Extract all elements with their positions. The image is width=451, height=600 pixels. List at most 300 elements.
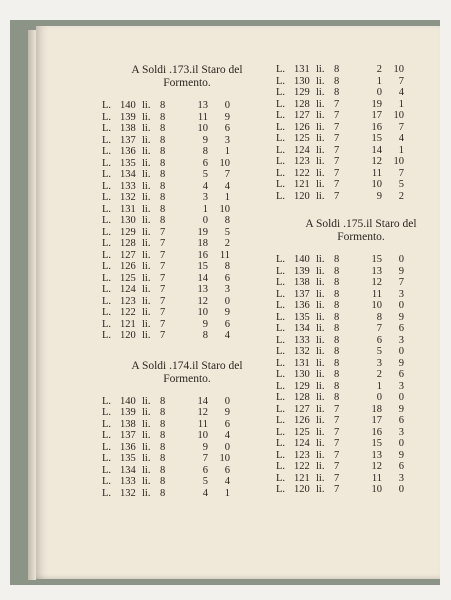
- lire-abbrev: li.: [142, 157, 151, 169]
- soldi-value: 8: [160, 134, 166, 146]
- lire-abbrev: li.: [316, 334, 325, 346]
- amount-number: 123: [294, 449, 310, 461]
- soldi-value: 7: [160, 318, 166, 330]
- table-row: [102, 146, 272, 158]
- table-row: [276, 277, 446, 289]
- table-row: [276, 99, 446, 111]
- table-row: [276, 179, 446, 191]
- lire-abbrev: li.: [316, 403, 325, 415]
- lire-abbrev: li.: [316, 144, 325, 156]
- lire-abbrev: li.: [316, 110, 325, 121]
- currency-prefix: L.: [276, 87, 286, 98]
- currency-prefix: L.: [102, 134, 112, 146]
- sub-value: 14: [197, 395, 208, 407]
- sub-value: 16: [197, 249, 208, 261]
- denari-value: 0: [398, 392, 404, 403]
- denari-value: 7: [398, 167, 404, 179]
- denari-value: 0: [224, 295, 230, 307]
- heading-line: Formento.: [337, 231, 385, 243]
- currency-prefix: L.: [276, 75, 286, 87]
- sub-value: 15: [371, 133, 382, 144]
- soldi-value: 7: [160, 261, 166, 272]
- soldi-value: 8: [334, 75, 340, 87]
- amount-number: 124: [294, 144, 310, 156]
- lire-abbrev: li.: [316, 265, 325, 277]
- soldi-value: 8: [334, 392, 340, 403]
- denari-value: 9: [398, 403, 404, 415]
- soldi-value: 7: [334, 438, 340, 449]
- sub-value: 0: [202, 215, 208, 226]
- soldi-value: 7: [334, 426, 340, 438]
- table-row: [102, 296, 272, 308]
- sub-value: 9: [202, 134, 208, 146]
- table-heading-173: [102, 64, 272, 90]
- denari-value: 0: [398, 438, 404, 449]
- currency-prefix: L.: [102, 318, 112, 330]
- amount-number: 140: [294, 254, 310, 265]
- soldi-value: 8: [160, 157, 166, 169]
- sub-value: 13: [371, 449, 382, 461]
- sub-value: 10: [371, 300, 382, 311]
- table-row: [276, 438, 446, 450]
- denari-value: 6: [224, 272, 230, 284]
- soldi-value: 7: [334, 461, 340, 472]
- amount-number: 120: [294, 190, 310, 202]
- currency-prefix: L.: [102, 226, 112, 238]
- sub-value: 9: [202, 318, 208, 330]
- denari-value: 9: [224, 111, 230, 123]
- table-row: [102, 261, 272, 273]
- soldi-value: 8: [160, 418, 166, 430]
- lire-abbrev: li.: [316, 254, 325, 265]
- sub-value: 14: [197, 272, 208, 284]
- denari-value: 10: [219, 203, 230, 215]
- amount-number: 126: [294, 415, 310, 426]
- soldi-value: 8: [160, 203, 166, 215]
- soldi-value: 7: [160, 272, 166, 284]
- sub-value: 2: [376, 64, 382, 75]
- soldi-value: 8: [334, 300, 340, 311]
- table-row: [276, 191, 446, 203]
- currency-prefix: L.: [102, 407, 112, 418]
- amount-number: 129: [294, 87, 310, 98]
- table-row: [102, 158, 272, 170]
- lire-abbrev: li.: [142, 203, 151, 215]
- currency-prefix: L.: [102, 215, 112, 226]
- amount-number: 138: [120, 418, 136, 430]
- soldi-value: 8: [334, 311, 340, 323]
- soldi-value: 8: [160, 100, 166, 111]
- lire-abbrev: li.: [316, 288, 325, 300]
- sub-value: 12: [197, 295, 208, 307]
- table-row: [276, 145, 446, 157]
- soldi-value: 8: [334, 265, 340, 277]
- denari-value: 6: [398, 323, 404, 334]
- soldi-value: 7: [160, 307, 166, 318]
- soldi-value: 8: [160, 123, 166, 134]
- soldi-value: 8: [334, 87, 340, 98]
- denari-value: 10: [219, 157, 230, 169]
- sub-value: 5: [202, 476, 208, 487]
- soldi-value: 8: [160, 180, 166, 192]
- lire-abbrev: li.: [142, 330, 151, 341]
- amount-number: 138: [294, 277, 310, 288]
- amount-number: 133: [294, 334, 310, 346]
- sub-value: 17: [371, 415, 382, 426]
- table-row: [102, 319, 272, 331]
- amount-number: 131: [120, 203, 136, 215]
- table-row: [102, 192, 272, 204]
- lire-abbrev: li.: [316, 461, 325, 472]
- lire-abbrev: li.: [142, 464, 151, 476]
- amount-number: 136: [120, 146, 136, 157]
- currency-prefix: L.: [276, 144, 286, 156]
- sub-value: 6: [202, 157, 208, 169]
- currency-prefix: L.: [102, 157, 112, 169]
- sub-value: 12: [371, 461, 382, 472]
- denari-value: 0: [398, 300, 404, 311]
- soldi-value: 8: [160, 487, 166, 499]
- sub-value: 14: [371, 144, 382, 156]
- amount-number: 137: [120, 430, 136, 441]
- page-stack-edge: [28, 30, 36, 580]
- soldi-value: 7: [334, 167, 340, 179]
- lire-abbrev: li.: [142, 453, 151, 464]
- amount-number: 136: [120, 441, 136, 453]
- table-row: [102, 227, 272, 239]
- currency-prefix: L.: [276, 64, 286, 75]
- soldi-value: 8: [334, 369, 340, 380]
- table-row: [102, 123, 272, 135]
- heading-line: A Soldi .174.il Staro del: [131, 359, 243, 372]
- currency-prefix: L.: [276, 190, 286, 202]
- currency-prefix: L.: [102, 100, 112, 111]
- sub-value: 19: [197, 226, 208, 238]
- price-table-174-continued: [276, 64, 446, 202]
- amount-number: 134: [120, 464, 136, 476]
- table-row: [276, 450, 446, 462]
- lire-abbrev: li.: [142, 100, 151, 111]
- amount-number: 125: [120, 272, 136, 284]
- soldi-value: 7: [334, 484, 340, 495]
- table-row: [276, 64, 446, 76]
- denari-value: 0: [398, 484, 404, 495]
- denari-value: 4: [224, 180, 230, 192]
- sub-value: 6: [202, 464, 208, 476]
- denari-value: 6: [224, 123, 230, 134]
- sub-value: 12: [197, 407, 208, 418]
- sub-value: 18: [197, 238, 208, 249]
- lire-abbrev: li.: [316, 438, 325, 449]
- amount-number: 130: [294, 369, 310, 380]
- soldi-value: 7: [334, 449, 340, 461]
- lire-abbrev: li.: [316, 64, 325, 75]
- sub-value: 12: [371, 277, 382, 288]
- currency-prefix: L.: [276, 311, 286, 323]
- amount-number: 140: [120, 100, 136, 111]
- soldi-value: 7: [160, 226, 166, 238]
- denari-value: 1: [398, 98, 404, 110]
- soldi-value: 8: [160, 215, 166, 226]
- currency-prefix: L.: [102, 476, 112, 487]
- table-row: [276, 289, 446, 301]
- currency-prefix: L.: [102, 123, 112, 134]
- sub-value: 10: [197, 430, 208, 441]
- lire-abbrev: li.: [142, 476, 151, 487]
- sub-value: 6: [376, 334, 382, 346]
- amount-number: 127: [120, 249, 136, 261]
- currency-prefix: L.: [102, 307, 112, 318]
- table-row: [276, 415, 446, 427]
- table-row: [276, 369, 446, 381]
- lire-abbrev: li.: [142, 430, 151, 441]
- table-row: [102, 284, 272, 296]
- heading-line: Formento.: [163, 77, 211, 89]
- amount-number: 134: [294, 323, 310, 334]
- table-row: [276, 473, 446, 485]
- lire-abbrev: li.: [316, 449, 325, 461]
- denari-value: 6: [398, 461, 404, 472]
- sub-value: 8: [376, 311, 382, 323]
- soldi-value: 8: [160, 407, 166, 418]
- sub-value: 5: [376, 346, 382, 357]
- denari-value: 1: [224, 487, 230, 499]
- amount-number: 120: [294, 484, 310, 495]
- sub-value: 4: [202, 487, 208, 499]
- currency-prefix: L.: [276, 380, 286, 392]
- denari-value: 6: [224, 318, 230, 330]
- currency-prefix: L.: [102, 146, 112, 157]
- amount-number: 122: [294, 167, 310, 179]
- denari-value: 11: [219, 249, 230, 261]
- lire-abbrev: li.: [142, 238, 151, 249]
- currency-prefix: L.: [276, 179, 286, 190]
- amount-number: 121: [294, 179, 310, 190]
- amount-number: 124: [294, 438, 310, 449]
- currency-prefix: L.: [276, 426, 286, 438]
- currency-prefix: L.: [276, 277, 286, 288]
- currency-prefix: L.: [276, 133, 286, 144]
- sub-value: 12: [371, 156, 382, 167]
- soldi-value: 8: [334, 288, 340, 300]
- table-row: [102, 204, 272, 216]
- lire-abbrev: li.: [142, 284, 151, 295]
- lire-abbrev: li.: [142, 215, 151, 226]
- lire-abbrev: li.: [142, 261, 151, 272]
- heading-line: Formento.: [163, 372, 211, 385]
- currency-prefix: L.: [102, 249, 112, 261]
- denari-value: 9: [398, 357, 404, 369]
- amount-number: 136: [294, 300, 310, 311]
- amount-number: 120: [120, 330, 136, 341]
- sub-value: 7: [202, 453, 208, 464]
- lire-abbrev: li.: [316, 426, 325, 438]
- currency-prefix: L.: [276, 392, 286, 403]
- sub-value: 13: [197, 100, 208, 111]
- denari-value: 3: [398, 380, 404, 392]
- currency-prefix: L.: [102, 284, 112, 295]
- denari-value: 3: [224, 284, 230, 295]
- amount-number: 123: [120, 295, 136, 307]
- denari-value: 7: [398, 121, 404, 133]
- amount-number: 121: [120, 318, 136, 330]
- denari-value: 4: [224, 330, 230, 341]
- soldi-value: 8: [160, 111, 166, 123]
- lire-abbrev: li.: [142, 395, 151, 407]
- currency-prefix: L.: [276, 323, 286, 334]
- sub-value: 8: [202, 330, 208, 341]
- denari-value: 3: [398, 472, 404, 484]
- lire-abbrev: li.: [316, 121, 325, 133]
- lire-abbrev: li.: [142, 295, 151, 307]
- soldi-value: 8: [160, 476, 166, 487]
- lire-abbrev: li.: [316, 415, 325, 426]
- sub-value: 11: [371, 472, 382, 484]
- table-row: [102, 442, 272, 454]
- table-row: [276, 76, 446, 88]
- table-row: [276, 461, 446, 473]
- soldi-value: 7: [160, 284, 166, 295]
- soldi-value: 7: [160, 238, 166, 249]
- currency-prefix: L.: [102, 203, 112, 215]
- table-row: [102, 250, 272, 262]
- denari-value: 0: [224, 441, 230, 453]
- lire-abbrev: li.: [316, 311, 325, 323]
- lire-abbrev: li.: [142, 418, 151, 430]
- table-row: [102, 488, 272, 500]
- soldi-value: 8: [160, 146, 166, 157]
- denari-value: 0: [224, 100, 230, 111]
- amount-number: 137: [294, 288, 310, 300]
- currency-prefix: L.: [276, 265, 286, 277]
- denari-value: 6: [224, 464, 230, 476]
- denari-value: 6: [398, 415, 404, 426]
- table-row: [102, 476, 272, 488]
- amount-number: 132: [120, 487, 136, 499]
- lire-abbrev: li.: [316, 277, 325, 288]
- lire-abbrev: li.: [316, 357, 325, 369]
- sub-value: 15: [371, 438, 382, 449]
- soldi-value: 8: [334, 254, 340, 265]
- denari-value: 10: [219, 453, 230, 464]
- denari-value: 2: [398, 190, 404, 202]
- currency-prefix: L.: [276, 403, 286, 415]
- amount-number: 128: [294, 392, 310, 403]
- soldi-value: 8: [334, 323, 340, 334]
- denari-value: 6: [224, 418, 230, 430]
- table-row: [102, 396, 272, 408]
- soldi-value: 8: [334, 346, 340, 357]
- currency-prefix: L.: [102, 169, 112, 180]
- table-row: [276, 312, 446, 324]
- soldi-value: 8: [160, 464, 166, 476]
- soldi-value: 7: [334, 179, 340, 190]
- soldi-value: 7: [160, 330, 166, 341]
- lire-abbrev: li.: [142, 192, 151, 203]
- denari-value: 9: [398, 265, 404, 277]
- table-row: [276, 254, 446, 266]
- denari-value: 9: [398, 311, 404, 323]
- table-row: [102, 100, 272, 112]
- sub-value: 11: [371, 167, 382, 179]
- lire-abbrev: li.: [316, 87, 325, 98]
- sub-value: 4: [202, 180, 208, 192]
- sub-value: 19: [371, 98, 382, 110]
- table-row: [276, 168, 446, 180]
- denari-value: 10: [393, 156, 404, 167]
- currency-prefix: L.: [102, 238, 112, 249]
- amount-number: 128: [120, 238, 136, 249]
- amount-number: 135: [294, 311, 310, 323]
- amount-number: 127: [294, 403, 310, 415]
- sub-value: 10: [371, 484, 382, 495]
- amount-number: 124: [120, 284, 136, 295]
- table-row: [276, 484, 446, 496]
- amount-number: 130: [294, 75, 310, 87]
- denari-value: 2: [224, 238, 230, 249]
- amount-number: 135: [120, 157, 136, 169]
- table-heading-175: [276, 218, 446, 244]
- amount-number: 126: [294, 121, 310, 133]
- currency-prefix: L.: [102, 330, 112, 341]
- lire-abbrev: li.: [316, 190, 325, 202]
- currency-prefix: L.: [102, 192, 112, 203]
- currency-prefix: L.: [276, 472, 286, 484]
- sub-value: 0: [376, 87, 382, 98]
- lire-abbrev: li.: [316, 179, 325, 190]
- lire-abbrev: li.: [316, 484, 325, 495]
- denari-value: 4: [224, 476, 230, 487]
- price-table-173: [102, 100, 272, 342]
- soldi-value: 8: [160, 441, 166, 453]
- denari-value: 3: [398, 288, 404, 300]
- amount-number: 129: [294, 380, 310, 392]
- sub-value: 11: [371, 288, 382, 300]
- denari-value: 0: [224, 395, 230, 407]
- currency-prefix: L.: [102, 487, 112, 499]
- denari-value: 9: [224, 307, 230, 318]
- soldi-value: 7: [160, 295, 166, 307]
- amount-number: 125: [294, 133, 310, 144]
- table-row: [102, 112, 272, 124]
- denari-value: 5: [224, 226, 230, 238]
- lire-abbrev: li.: [142, 249, 151, 261]
- table-row: [276, 122, 446, 134]
- soldi-value: 8: [334, 64, 340, 75]
- sub-value: 9: [202, 441, 208, 453]
- table-row: [276, 381, 446, 393]
- lire-abbrev: li.: [142, 407, 151, 418]
- amount-number: 125: [294, 426, 310, 438]
- lire-abbrev: li.: [316, 167, 325, 179]
- currency-prefix: L.: [276, 369, 286, 380]
- currency-prefix: L.: [276, 334, 286, 346]
- amount-number: 134: [120, 169, 136, 180]
- amount-number: 129: [120, 226, 136, 238]
- table-row: [102, 238, 272, 250]
- table-row: [276, 266, 446, 278]
- heading-line: A Soldi .173.il Staro del: [131, 64, 243, 76]
- soldi-value: 7: [334, 403, 340, 415]
- right-column: [276, 64, 446, 496]
- lire-abbrev: li.: [142, 146, 151, 157]
- left-column: [102, 64, 272, 499]
- sub-value: 3: [376, 357, 382, 369]
- denari-value: 8: [224, 261, 230, 272]
- currency-prefix: L.: [102, 272, 112, 284]
- table-row: [102, 453, 272, 465]
- price-table-175: [276, 254, 446, 496]
